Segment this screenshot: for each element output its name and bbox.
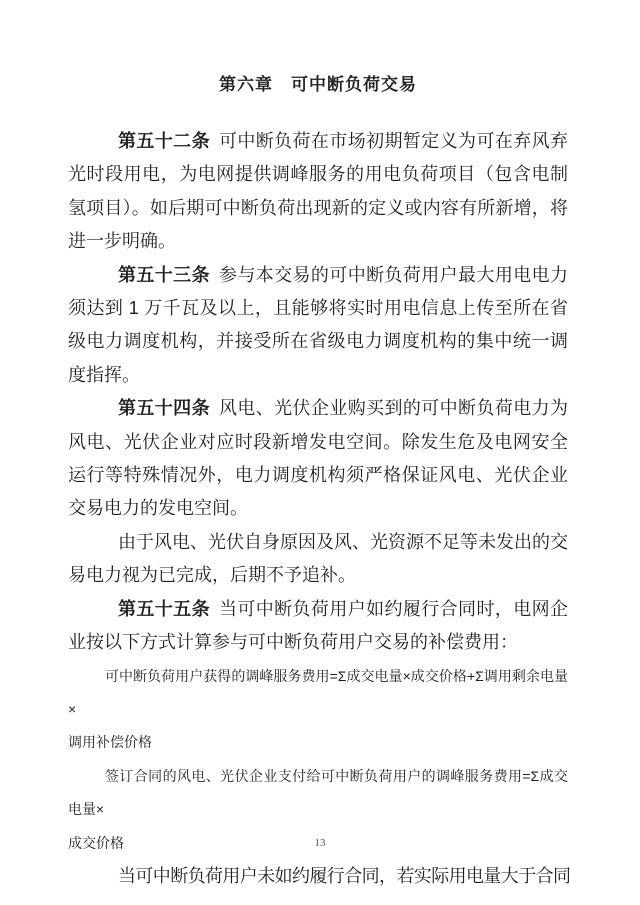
compensation-formula-enterprise-line1: 签订合同的风电、光伏企业支付给可中断负荷用户的调峰服务费用=Σ成交电量×	[68, 767, 568, 818]
article-55-paragraph	[68, 593, 568, 660]
document-body	[68, 72, 571, 893]
article-54-label: 第五十四条	[118, 398, 210, 419]
plain-paragraph-wind-solar	[68, 526, 568, 593]
article-52-text: 可中断负荷在市场初期暂定义为可在弃风弃光时段用电，为电网提供调峰服务的用电负荷项目（包含电制氢项目）。如后期可中断负荷出现新的定义或内容有所新增，将进一步明确。	[68, 131, 569, 252]
continued-paragraph	[68, 860, 571, 893]
article-54-paragraph	[68, 392, 568, 526]
compensation-formula-user-line1: 可中断负荷用户获得的调峰服务费用=Σ成交电量×成交价格+Σ调用剩余电量×	[68, 667, 568, 717]
article-52-paragraph	[68, 125, 568, 259]
article-54-text: 风电、光伏企业购买到的可中断负荷电力为风电、光伏企业对应时段新增发电空间。除发生危及电网安全运行等特殊情况外，电力调度机构须严格保证风电、光伏企业交易电力的发电空间。	[68, 398, 569, 519]
compensation-formula-user-line2: 调用补偿价格	[68, 734, 152, 751]
chapter-title: 第六章 可中断负荷交易	[219, 75, 417, 94]
article-53-label: 第五十三条	[118, 264, 210, 285]
article-53-paragraph	[68, 259, 568, 393]
page-number: 13	[314, 837, 326, 849]
article-55-text: 当可中断负荷用户如约履行合同时，电网企业按以下方式计算参与可中断负荷用户交易的补偿费用：	[68, 598, 569, 653]
compensation-formula-enterprise-line2: 成交价格	[68, 834, 124, 851]
continued-paragraph-text: 当可中断负荷用户未如约履行合同，若实际用电量大于合同	[118, 865, 571, 886]
compensation-formula-user	[68, 660, 568, 760]
article-52-label: 第五十二条	[118, 131, 210, 151]
article-55-label: 第五十五条	[118, 598, 210, 619]
article-53-text: 参与本交易的可中断负荷用户最大用电电力须达到 1 万千瓦及以上，且能够将实时用电信息上传至所在省级电力调度机构，并接受所在省级电力调度机构的集中统一调度指挥。	[68, 264, 569, 385]
plain-paragraph-wind-solar-text: 由于风电、光伏自身原因及风、光资源不足等未发出的交易电力视为已完成，后期不予追补。	[68, 531, 568, 586]
